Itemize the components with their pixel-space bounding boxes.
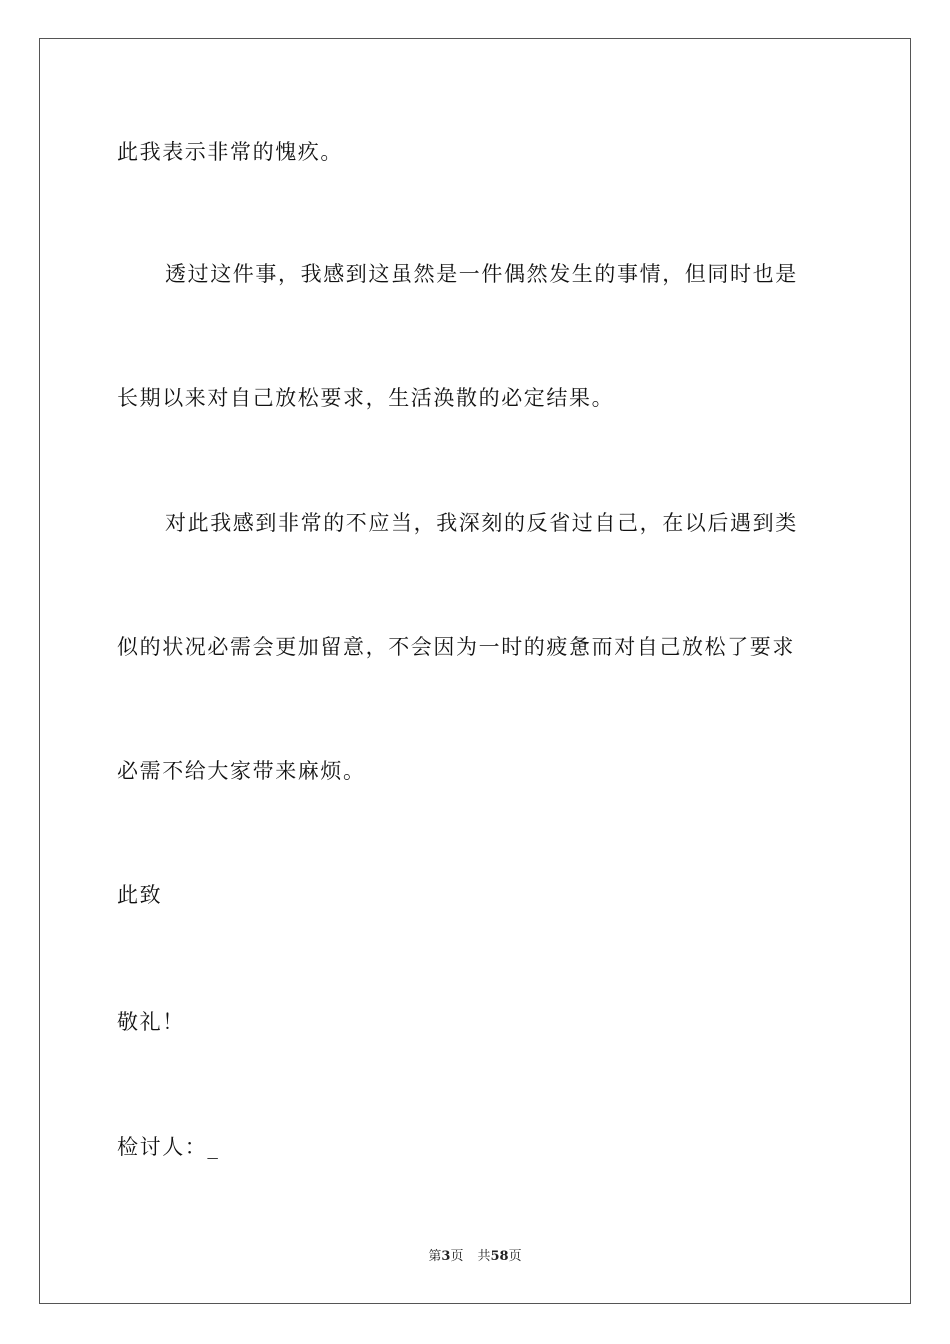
- text-line-1: 此我表示非常的愧疚。: [117, 140, 343, 164]
- text-line-2: 透过这件事，我感到这虽然是一件偶然发生的事情，但同时也是: [165, 262, 798, 286]
- text-line-4: 对此我感到非常的不应当，我深刻的反省过自己，在以后遇到类: [165, 511, 798, 535]
- text-line-3: 长期以来对自己放松要求，生活涣散的必定结果。: [117, 386, 615, 410]
- total-prefix: 共: [477, 1249, 491, 1264]
- total-suffix: 页: [508, 1249, 522, 1264]
- signature-line: 检讨人：_: [117, 1135, 220, 1159]
- text-line-5: 似的状况必需会更加留意，不会因为一时的疲惫而对自己放松了要求: [117, 635, 795, 659]
- total-pages: 58: [490, 1249, 509, 1264]
- closing-salutation: 此致: [117, 883, 163, 907]
- closing-regards: 敬礼！: [117, 1010, 185, 1034]
- text-line-6: 必需不给大家带来麻烦。: [117, 759, 366, 783]
- page-border: [39, 38, 911, 1304]
- page-suffix: 页: [450, 1249, 464, 1264]
- page-prefix: 第: [428, 1249, 442, 1264]
- page-footer: [0, 1248, 950, 1266]
- page-number: 3: [441, 1249, 451, 1264]
